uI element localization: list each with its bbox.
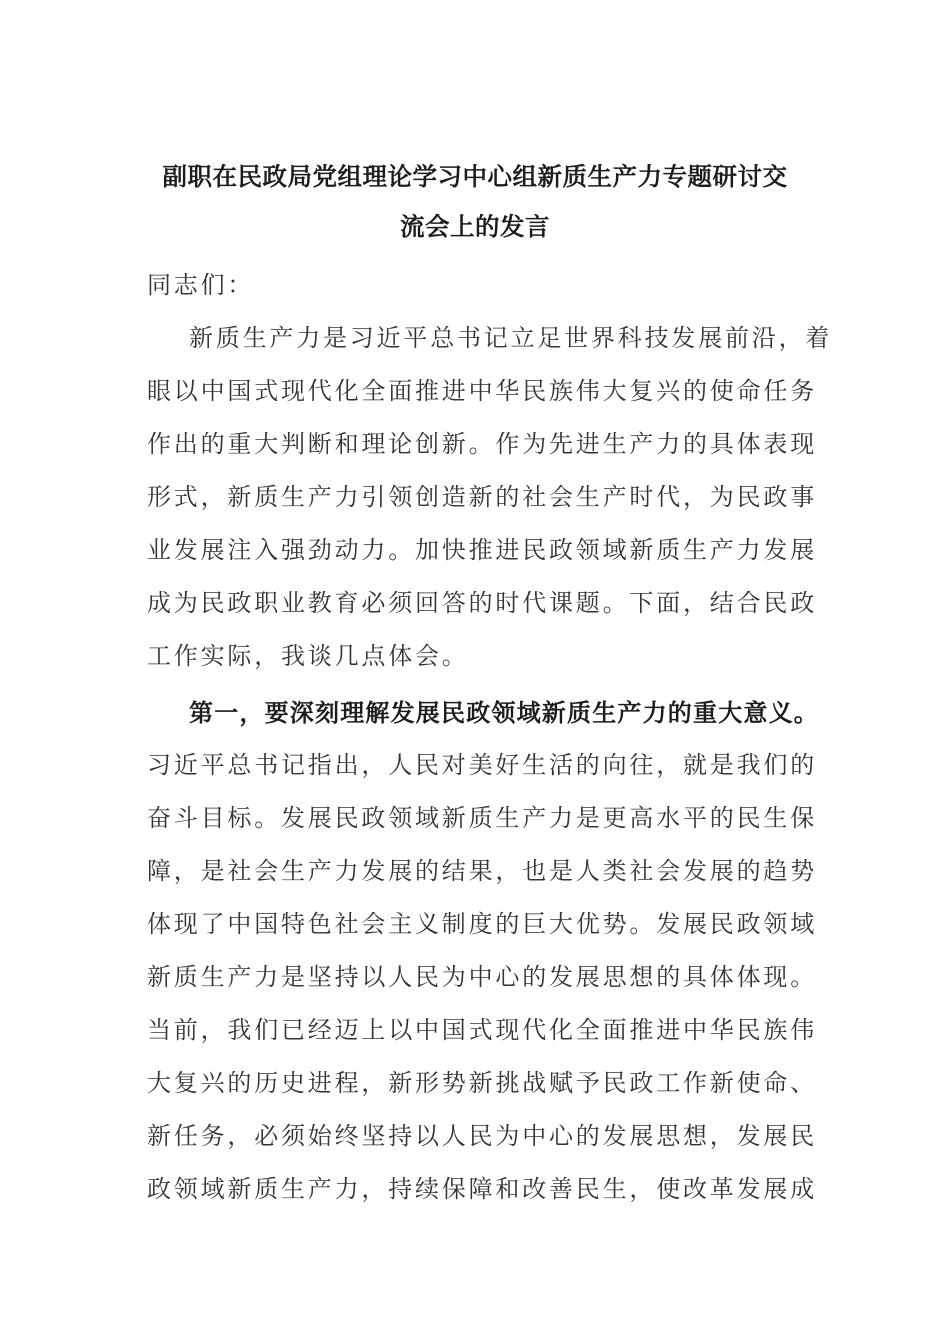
paragraph-line: 奋斗目标。发展民政领域新质生产力是更高水平的民生保 [147,804,817,832]
section-heading: 第一，要深刻理解发展民政领域新质生产力的重大意义。 [189,698,819,727]
paragraph-line: 新任务，必须始终坚持以人民为中心的发展思想，发展民 [147,1122,817,1150]
paragraph-line: 新质生产力是坚持以人民为中心的发展思想的具体体现。 [147,963,817,991]
title-line-1: 副职在民政局党组理论学习中心组新质生产力专题研讨交 [162,162,788,191]
paragraph-line: 政领域新质生产力，持续保障和改善民生，使改革发展成 [147,1175,817,1203]
document-title [120,152,830,252]
title-line-2: 流会上的发言 [400,212,550,241]
paragraph-line: 作出的重大判断和理论创新。作为先进生产力的具体表现 [147,430,817,458]
paragraph-line: 成为民政职业教育必须回答的时代课题。下面，结合民政 [147,589,817,617]
paragraph-line: 大复兴的历史进程，新形势新挑战赋予民政工作新使命、 [147,1069,817,1097]
paragraph-line: 业发展注入强劲动力。加快推进民政领域新质生产力发展 [147,536,817,564]
document-body [147,259,833,683]
paragraph-line: 体现了中国特色社会主义制度的巨大优势。发展民政领域 [147,910,817,938]
paragraph-line: 习近平总书记指出，人民对美好生活的向往，就是我们的 [147,751,817,779]
paragraph-intro [147,312,833,683]
section-1 [147,686,819,1216]
paragraph-line: 障，是社会生产力发展的结果，也是人类社会发展的趋势 [147,857,817,885]
paragraph-line: 形式，新质生产力引领创造新的社会生产时代，为民政事 [147,483,817,511]
paragraph-line: 工作实际，我谈几点体会。 [147,642,469,670]
paragraph-line: 眼以中国式现代化全面推进中华民族伟大复兴的使命任务 [147,377,817,405]
paragraph-line: 当前，我们已经迈上以中国式现代化全面推进中华民族伟 [147,1016,817,1044]
paragraph-line: 新质生产力是习近平总书记立足世界科技发展前沿，着 [189,324,833,352]
salutation: 同志们： [147,271,255,299]
